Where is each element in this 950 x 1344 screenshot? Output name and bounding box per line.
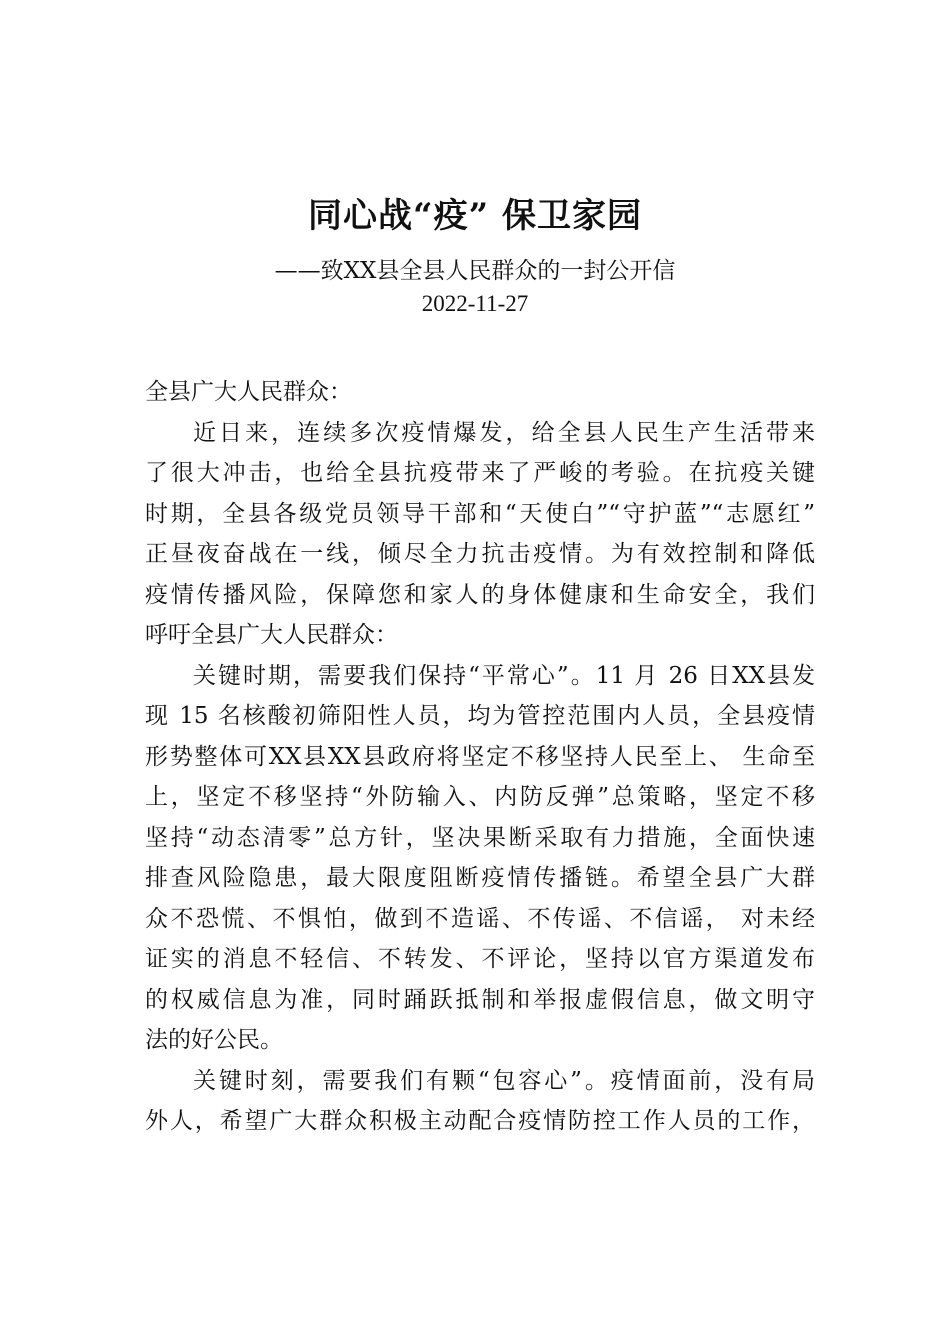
paragraph-line: 时期，全县各级党员领导干部和“天使白”“守护蓝”“志愿红” [145, 500, 815, 527]
salutation: 全县广大人民群众： [145, 379, 352, 405]
paragraph-line: 近日来，连续多次疫情爆发，给全县人民生产生活带来 [193, 419, 815, 446]
document-title: 同心战“疫” 保卫家园 [308, 196, 642, 236]
paragraph-line: 疫情传播风险，保障您和家人的身体健康和生命安全，我们 [145, 581, 815, 608]
paragraph-line: 正昼夜奋战在一线，倾尽全力抗击疫情。为有效控制和降低 [145, 541, 815, 567]
paragraph-line: 众不恐慌、不惧怕，做到不造谣、不传谣、不信谣， 对未经 [145, 905, 815, 932]
paragraph-line: 外人，希望广大群众积极主动配合疫情防控工作人员的工作， [145, 1108, 815, 1134]
paragraph-line: 证实的消息不轻信、不转发、不评论，坚持以官方渠道发布 [145, 946, 815, 972]
paragraph-3 [145, 1061, 815, 1142]
paragraph-line: 法的好公民。 [145, 1027, 283, 1053]
paragraph-line: 呼吁全县广大人民群众： [145, 622, 398, 648]
document-date: 2022-11-27 [421, 291, 529, 316]
paragraph-line: 现 15 名核酸初筛阳性人员，均为管控范围内人员，全县疫情 [145, 703, 815, 729]
paragraph-line: 了很大冲击，也给全县抗疫带来了严峻的考验。在抗疫关键 [145, 460, 815, 486]
paragraph-line: 关键时期，需要我们保持“平常心”。11 月 26 日XX县发 [193, 662, 815, 689]
paragraph-line: 排查风险隐患，最大限度阻断疫情传播链。希望全县广大群 [145, 865, 815, 891]
paragraph-1 [145, 413, 815, 656]
document-body [145, 372, 815, 1142]
document-subtitle: ——致XX县全县人民群众的一封公开信 [274, 258, 676, 284]
paragraph-line: 关键时刻，需要我们有颗“包容心”。疫情面前，没有局 [193, 1067, 815, 1094]
paragraph-line: 上，坚定不移坚持“外防输入、内防反弹”总策略，坚定不移 [145, 784, 815, 810]
paragraph-line: 形势整体可XX县XX县政府将坚定不移坚持人民至上、 生命至 [145, 743, 815, 770]
paragraph-line: 坚持“动态清零”总方针，坚决果断采取有力措施，全面快速 [145, 824, 815, 851]
paragraph-2 [145, 656, 815, 1061]
paragraph-line: 的权威信息为准，同时踊跃抵制和举报虚假信息，做文明守 [145, 986, 815, 1013]
